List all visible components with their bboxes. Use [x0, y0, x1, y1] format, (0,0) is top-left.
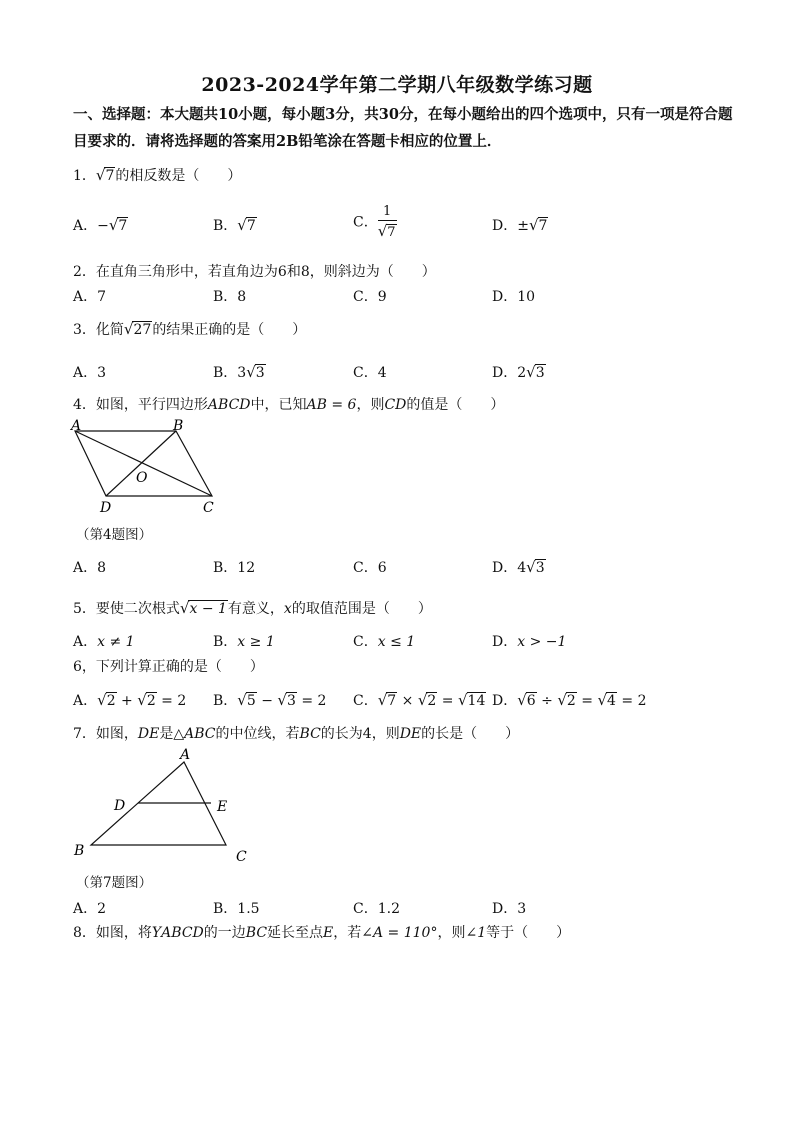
q6-option-c: C．√7 × √2 = √14	[353, 691, 486, 709]
label-c: C	[236, 849, 247, 865]
q5-option-a: A．x ≠ 1	[73, 634, 135, 650]
diagonal-bd	[106, 431, 176, 496]
question-7: 7．如图，DE是△ABC的中位线，若BC的长为4，则DE的长是（ ）	[73, 726, 520, 742]
label-d: D	[100, 500, 112, 516]
question-3: 3．化简√27的结果正确的是（ ）	[73, 320, 307, 338]
question-1: 1．√7的相反数是（ ）	[73, 166, 242, 184]
parallelogram-figure	[66, 416, 226, 520]
q7-option-d: D．3	[492, 901, 527, 917]
q5-option-c: C．x ≤ 1	[353, 634, 416, 650]
label-e: E	[217, 799, 228, 815]
q1-option-b: B．√7	[213, 216, 256, 234]
label-a: A	[71, 418, 82, 434]
q2-option-d: D．10	[492, 289, 536, 305]
q6-option-a: A．√2 + √2 = 2	[73, 691, 187, 709]
label-d: D	[114, 798, 126, 814]
q2-option-c: C．9	[353, 289, 387, 305]
q6-option-b: B．√5 − √3 = 2	[213, 691, 327, 709]
question-2: 2．在直角三角形中，若直角边为6和8，则斜边为（ ）	[73, 264, 436, 280]
diagonal-ac	[75, 431, 212, 496]
page-title: 2023-2024学年第二学期八年级数学练习题	[201, 74, 593, 96]
q3-option-d: D．2√3	[492, 363, 545, 381]
q1-option-d: D．±√7	[492, 216, 548, 234]
question-8: 8．如图，将ΥABCD的一边BC延长至点E，若∠A = 110°，则∠1等于（ ）	[73, 925, 571, 941]
question-6: 6，下列计算正确的是（ ）	[73, 659, 264, 675]
q4-option-c: C．6	[353, 560, 387, 576]
q7-option-b: B．1.5	[213, 901, 260, 917]
q5-option-d: D．x > −1	[492, 634, 567, 650]
q4-option-d: D．4√3	[492, 558, 545, 576]
figure-7-caption: （第7题图）	[76, 875, 153, 891]
question-5: 5．要使二次根式√x − 1有意义，x的取值范围是（ ）	[73, 599, 432, 617]
label-b: B	[173, 418, 184, 434]
q2-option-a: A．7	[73, 289, 107, 305]
q4-option-b: B．12	[213, 560, 256, 576]
question-4: 4．如图，平行四边形ABCD中，已知AB = 6，则CD的值是（ ）	[73, 397, 505, 413]
section-instructions: 一、选择题：本大题共10小题，每小题3分，共30分，在每小题给出的四个选项中，只有一项是符合题目要求的．请将选择题的答案用2B铅笔涂在答题卡相应的位置上．	[73, 106, 733, 150]
triangle-figure	[66, 742, 266, 868]
q7-option-c: C．1.2	[353, 901, 400, 917]
q3-option-a: A．3	[73, 365, 107, 381]
q1-option-a: A．−√7	[73, 216, 128, 234]
label-c: C	[203, 500, 214, 516]
q5-option-b: B．x ≥ 1	[213, 634, 275, 650]
q1-option-c: C． $\frac{1}{√7}$	[353, 204, 396, 240]
q4-option-a: A．8	[73, 560, 107, 576]
q6-option-d: D．√6 ÷ √2 = √4 = 2	[492, 691, 647, 709]
q3-option-b: B．3√3	[213, 363, 265, 381]
q7-option-a: A．2	[73, 901, 107, 917]
label-a: A	[180, 747, 191, 763]
label-o: O	[136, 470, 148, 486]
q2-option-b: B．8	[213, 289, 247, 305]
figure-4-caption: （第4题图）	[76, 527, 153, 543]
q3-option-c: C．4	[353, 365, 387, 381]
label-b: B	[74, 843, 85, 859]
